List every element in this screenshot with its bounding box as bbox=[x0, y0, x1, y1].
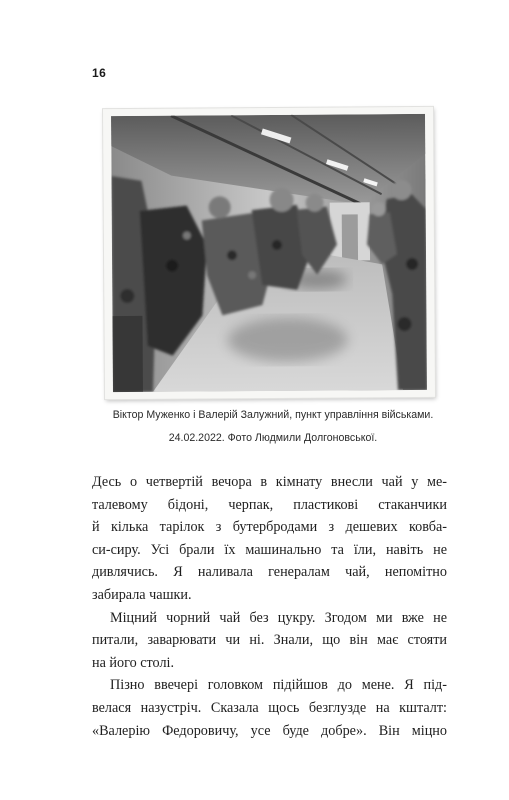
photo-caption-line-1: Віктор Муженко і Валерій Залужний, пункт управління військами. bbox=[112, 409, 434, 421]
photo-caption-line-2: 24.02.2022. Фото Людмили Долгоновської. bbox=[168, 432, 378, 444]
photo-frame bbox=[103, 107, 435, 399]
body-line: «Валерію Федоровичу, усе буде добре». Він міцно bbox=[92, 722, 447, 739]
body-line: дивлячись. Я наливала генералам чай, непомітно bbox=[92, 564, 447, 581]
body-line: Десь о четвертій вечора в кімнату внесли чай у ме- bbox=[92, 474, 447, 490]
photo-image bbox=[111, 114, 427, 392]
page-number: 16 bbox=[92, 66, 107, 80]
body-line: Пізно ввечері головком підійшов до мене. Я під- bbox=[110, 677, 447, 694]
body-line: питали, заварювати чи ні. Знали, що він має стояти bbox=[92, 632, 447, 649]
body-line: велася назустріч. Сказала щось безглузде на кшталт: bbox=[92, 699, 447, 716]
body-line: забирала чашки. bbox=[92, 586, 192, 603]
body-line: Міцний чорний чай без цукру. Згодом ми вже не bbox=[110, 609, 447, 626]
body-line: й кілька тарілок з бутербродами з дешевих ковба- bbox=[92, 519, 447, 536]
body-line: талевому бідоні, черпак, пластикові стаканчики bbox=[92, 496, 447, 513]
body-line: си-сиру. Усі брали їх машинально та їли, навіть не bbox=[92, 541, 447, 558]
body-text bbox=[92, 471, 447, 742]
body-line: на його столі. bbox=[92, 654, 175, 671]
